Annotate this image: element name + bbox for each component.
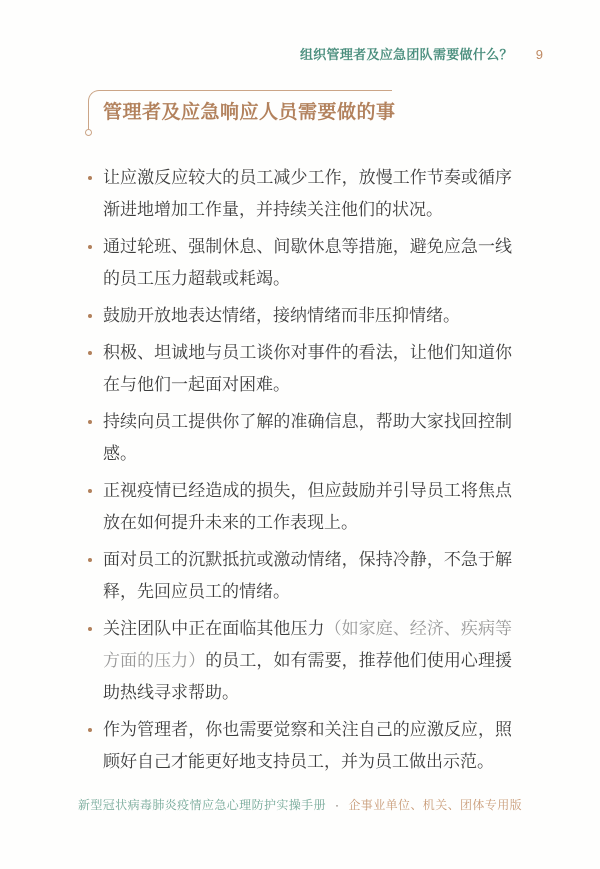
section-title: 管理者及应急响应人员需要做的事 xyxy=(103,102,396,123)
text-segment: 持续向员工提供你了解的准确信息，帮助大家找回控制感。 xyxy=(103,412,512,463)
list-item-text xyxy=(103,720,512,771)
list-item-text xyxy=(103,619,512,702)
text-segment: 鼓励开放地表达情绪，接纳情绪而非压抑情绪。 xyxy=(103,306,460,325)
text-segment: 让应激反应较大的员工减少工作，放慢工作节奏或循序渐进地增加工作量，并持续关注他们的状况。 xyxy=(103,168,512,219)
list-item-text xyxy=(103,237,512,288)
bullet-dot-icon xyxy=(88,558,92,562)
section-title-frame xyxy=(88,90,396,130)
bullet-dot-icon xyxy=(88,728,92,732)
list-item-text xyxy=(103,343,512,394)
list-item xyxy=(88,475,512,539)
footer-separator-dot: · xyxy=(335,798,340,812)
list-item-text xyxy=(103,481,512,532)
list-item-text xyxy=(103,306,460,325)
text-segment: 的员工，如有需要，推荐他们使用心理援助热线寻求帮助。 xyxy=(103,651,513,702)
list-item-text xyxy=(103,412,512,463)
text-segment: 面对员工的沉默抵抗或激动情绪，保持冷静，不急于解释，先回应员工的情绪。 xyxy=(103,550,512,601)
list-item xyxy=(88,162,512,226)
list-item xyxy=(88,406,512,470)
footer-book-title: 新型冠状病毒肺炎疫情应急心理防护实操手册 xyxy=(77,798,326,812)
text-segment: 通过轮班、强制休息、间歇休息等措施，避免应急一线的员工压力超载或耗竭。 xyxy=(103,237,512,288)
list-item xyxy=(88,714,512,778)
bullet-dot-icon xyxy=(88,489,92,493)
text-segment: 正视疫情已经造成的损失，但应鼓励并引导员工将焦点放在如何提升未来的工作表现上。 xyxy=(103,481,512,532)
text-segment: 关注团队中正在面临其他压力 xyxy=(103,619,325,638)
list-item xyxy=(88,231,512,295)
page-footer xyxy=(0,796,600,814)
bullet-dot-icon xyxy=(88,420,92,424)
muted-text-segment: （如家庭、经济、疾病等方面的压力） xyxy=(103,619,513,670)
bullet-list xyxy=(88,162,512,778)
running-header-title: 组织管理者及应急团队需要做什么？ xyxy=(299,47,513,62)
bullet-dot-icon xyxy=(88,245,92,249)
text-segment: 积极、坦诚地与员工谈你对事件的看法，让他们知道你在与他们一起面对困难。 xyxy=(103,343,512,394)
bullet-dot-icon xyxy=(88,176,92,180)
text-segment: 作为管理者，你也需要觉察和关注自己的应激反应，照顾好自己才能更好地支持员工，并为员工做出示范。 xyxy=(103,720,512,771)
bullet-dot-icon xyxy=(88,627,92,631)
list-item-text xyxy=(103,550,512,601)
list-item xyxy=(88,300,512,332)
bullet-dot-icon xyxy=(88,314,92,318)
list-item xyxy=(88,613,512,709)
page-number: 9 xyxy=(535,47,543,62)
list-item xyxy=(88,337,512,401)
page-header xyxy=(0,0,600,63)
list-item-text xyxy=(103,168,512,219)
footer-edition-label: 企事业单位、机关、团体专用版 xyxy=(348,798,523,812)
bullet-dot-icon xyxy=(88,351,92,355)
list-item xyxy=(88,544,512,608)
